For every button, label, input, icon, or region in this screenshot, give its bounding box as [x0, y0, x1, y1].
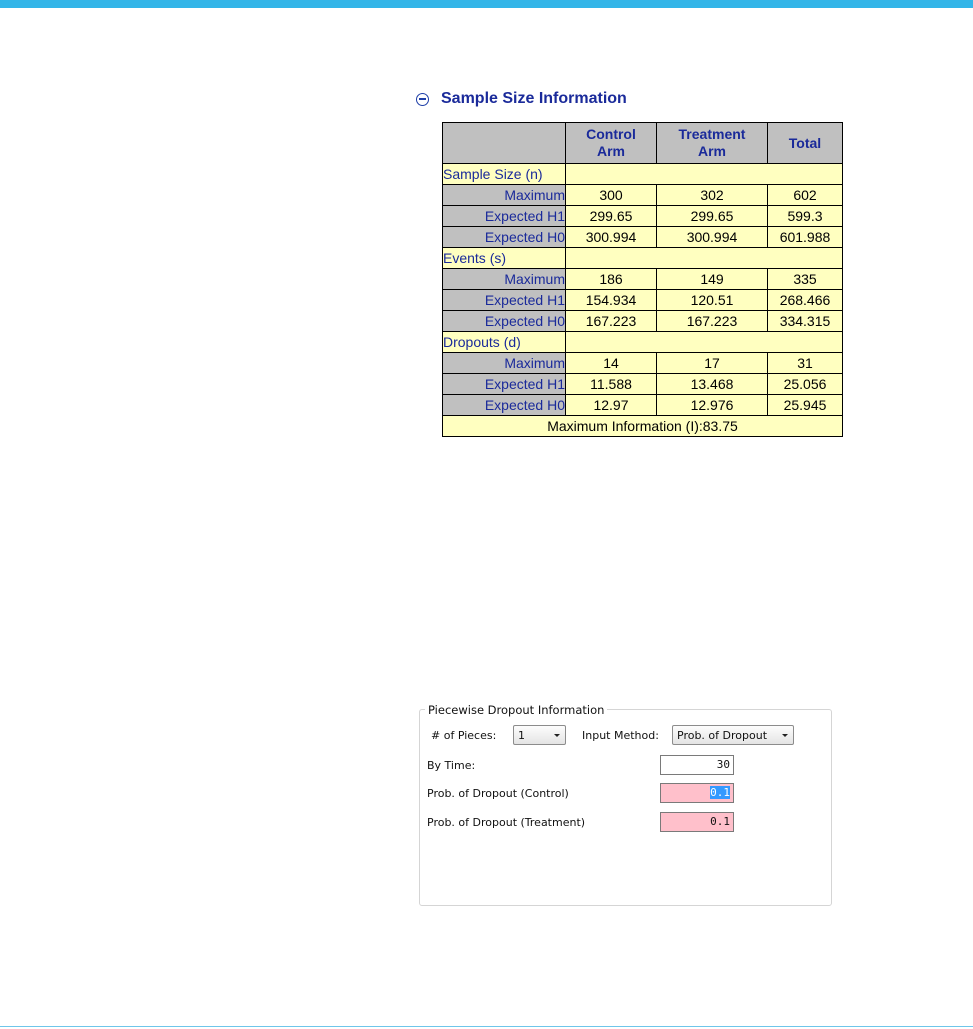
value-cell: 300.994	[657, 227, 768, 248]
group-fill	[566, 332, 843, 353]
header-treatment-line2: Arm	[697, 143, 726, 159]
value-cell: 31	[768, 353, 843, 374]
value-cell: 25.945	[768, 395, 843, 416]
section-header[interactable]	[416, 89, 627, 109]
value-cell: 186	[566, 269, 657, 290]
value-cell: 300	[566, 185, 657, 206]
value-cell: 17	[657, 353, 768, 374]
treatment-dropout-value: 0.1	[710, 815, 730, 828]
value-cell: 25.056	[768, 374, 843, 395]
row-label: Expected H1	[443, 374, 566, 395]
treatment-dropout-input[interactable]	[660, 812, 734, 832]
bottom-divider	[0, 1026, 973, 1027]
header-empty-cell	[443, 123, 566, 164]
input-method-dropdown[interactable]	[672, 725, 794, 745]
value-cell: 167.223	[566, 311, 657, 332]
header-control-arm	[566, 123, 657, 164]
value-cell: 300.994	[566, 227, 657, 248]
control-dropout-label: Prob. of Dropout (Control)	[427, 787, 569, 800]
value-cell: 268.466	[768, 290, 843, 311]
table-footer-row	[443, 416, 843, 437]
group-fill	[566, 164, 843, 185]
group-label: Sample Size (n)	[443, 164, 566, 185]
input-method-value: Prob. of Dropout	[677, 728, 768, 742]
value-cell: 335	[768, 269, 843, 290]
header-control-line1: Control	[586, 126, 636, 142]
panel-legend: Piecewise Dropout Information	[425, 703, 607, 717]
group-row	[443, 332, 843, 353]
value-cell: 334.315	[768, 311, 843, 332]
pieces-value: 1	[518, 728, 525, 742]
collapse-minus-icon[interactable]	[416, 93, 429, 106]
chevron-down-icon	[782, 734, 788, 737]
header-treatment-line1: Treatment	[678, 126, 746, 142]
table-row	[443, 185, 843, 206]
value-cell: 120.51	[657, 290, 768, 311]
value-cell: 602	[768, 185, 843, 206]
value-cell: 299.65	[566, 206, 657, 227]
sample-size-table	[442, 122, 843, 437]
row-label: Expected H1	[443, 290, 566, 311]
control-dropout-value: 0.1	[710, 786, 730, 799]
piecewise-dropout-panel	[419, 703, 832, 906]
table-row	[443, 269, 843, 290]
pieces-dropdown[interactable]	[513, 725, 566, 745]
header-control-line2: Arm	[596, 143, 625, 159]
by-time-input[interactable]	[660, 755, 734, 775]
value-cell: 149	[657, 269, 768, 290]
row-label: Expected H0	[443, 311, 566, 332]
value-cell: 302	[657, 185, 768, 206]
input-method-label: Input Method:	[582, 729, 659, 742]
table-header-row	[443, 123, 843, 164]
section-title: Sample Size Information	[441, 90, 627, 107]
group-row	[443, 248, 843, 269]
value-cell: 13.468	[657, 374, 768, 395]
chevron-down-icon	[554, 734, 560, 737]
value-cell: 12.976	[657, 395, 768, 416]
table-row	[443, 290, 843, 311]
group-row	[443, 164, 843, 185]
value-cell: 167.223	[657, 311, 768, 332]
group-label: Events (s)	[443, 248, 566, 269]
row-label: Expected H0	[443, 395, 566, 416]
value-cell: 299.65	[657, 206, 768, 227]
row-label: Maximum	[443, 269, 566, 290]
table-row	[443, 311, 843, 332]
table-row	[443, 395, 843, 416]
table-row	[443, 227, 843, 248]
value-cell: 12.97	[566, 395, 657, 416]
top-accent-bar	[0, 0, 973, 8]
max-information-cell: Maximum Information (I):83.75	[443, 416, 843, 437]
by-time-label: By Time:	[427, 759, 476, 772]
group-fill	[566, 248, 843, 269]
table-row	[443, 206, 843, 227]
pieces-label: # of Pieces:	[431, 729, 497, 742]
table-body	[443, 164, 843, 416]
by-time-value: 30	[716, 758, 730, 771]
table-row	[443, 353, 843, 374]
row-label: Expected H1	[443, 206, 566, 227]
group-label: Dropouts (d)	[443, 332, 566, 353]
value-cell: 599.3	[768, 206, 843, 227]
row-label: Maximum	[443, 353, 566, 374]
row-label: Expected H0	[443, 227, 566, 248]
table-row	[443, 374, 843, 395]
control-dropout-input[interactable]	[660, 783, 734, 803]
header-treatment-arm	[657, 123, 768, 164]
value-cell: 14	[566, 353, 657, 374]
value-cell: 601.988	[768, 227, 843, 248]
header-total: Total	[768, 123, 843, 164]
value-cell: 11.588	[566, 374, 657, 395]
row-label: Maximum	[443, 185, 566, 206]
value-cell: 154.934	[566, 290, 657, 311]
treatment-dropout-label: Prob. of Dropout (Treatment)	[427, 816, 586, 829]
